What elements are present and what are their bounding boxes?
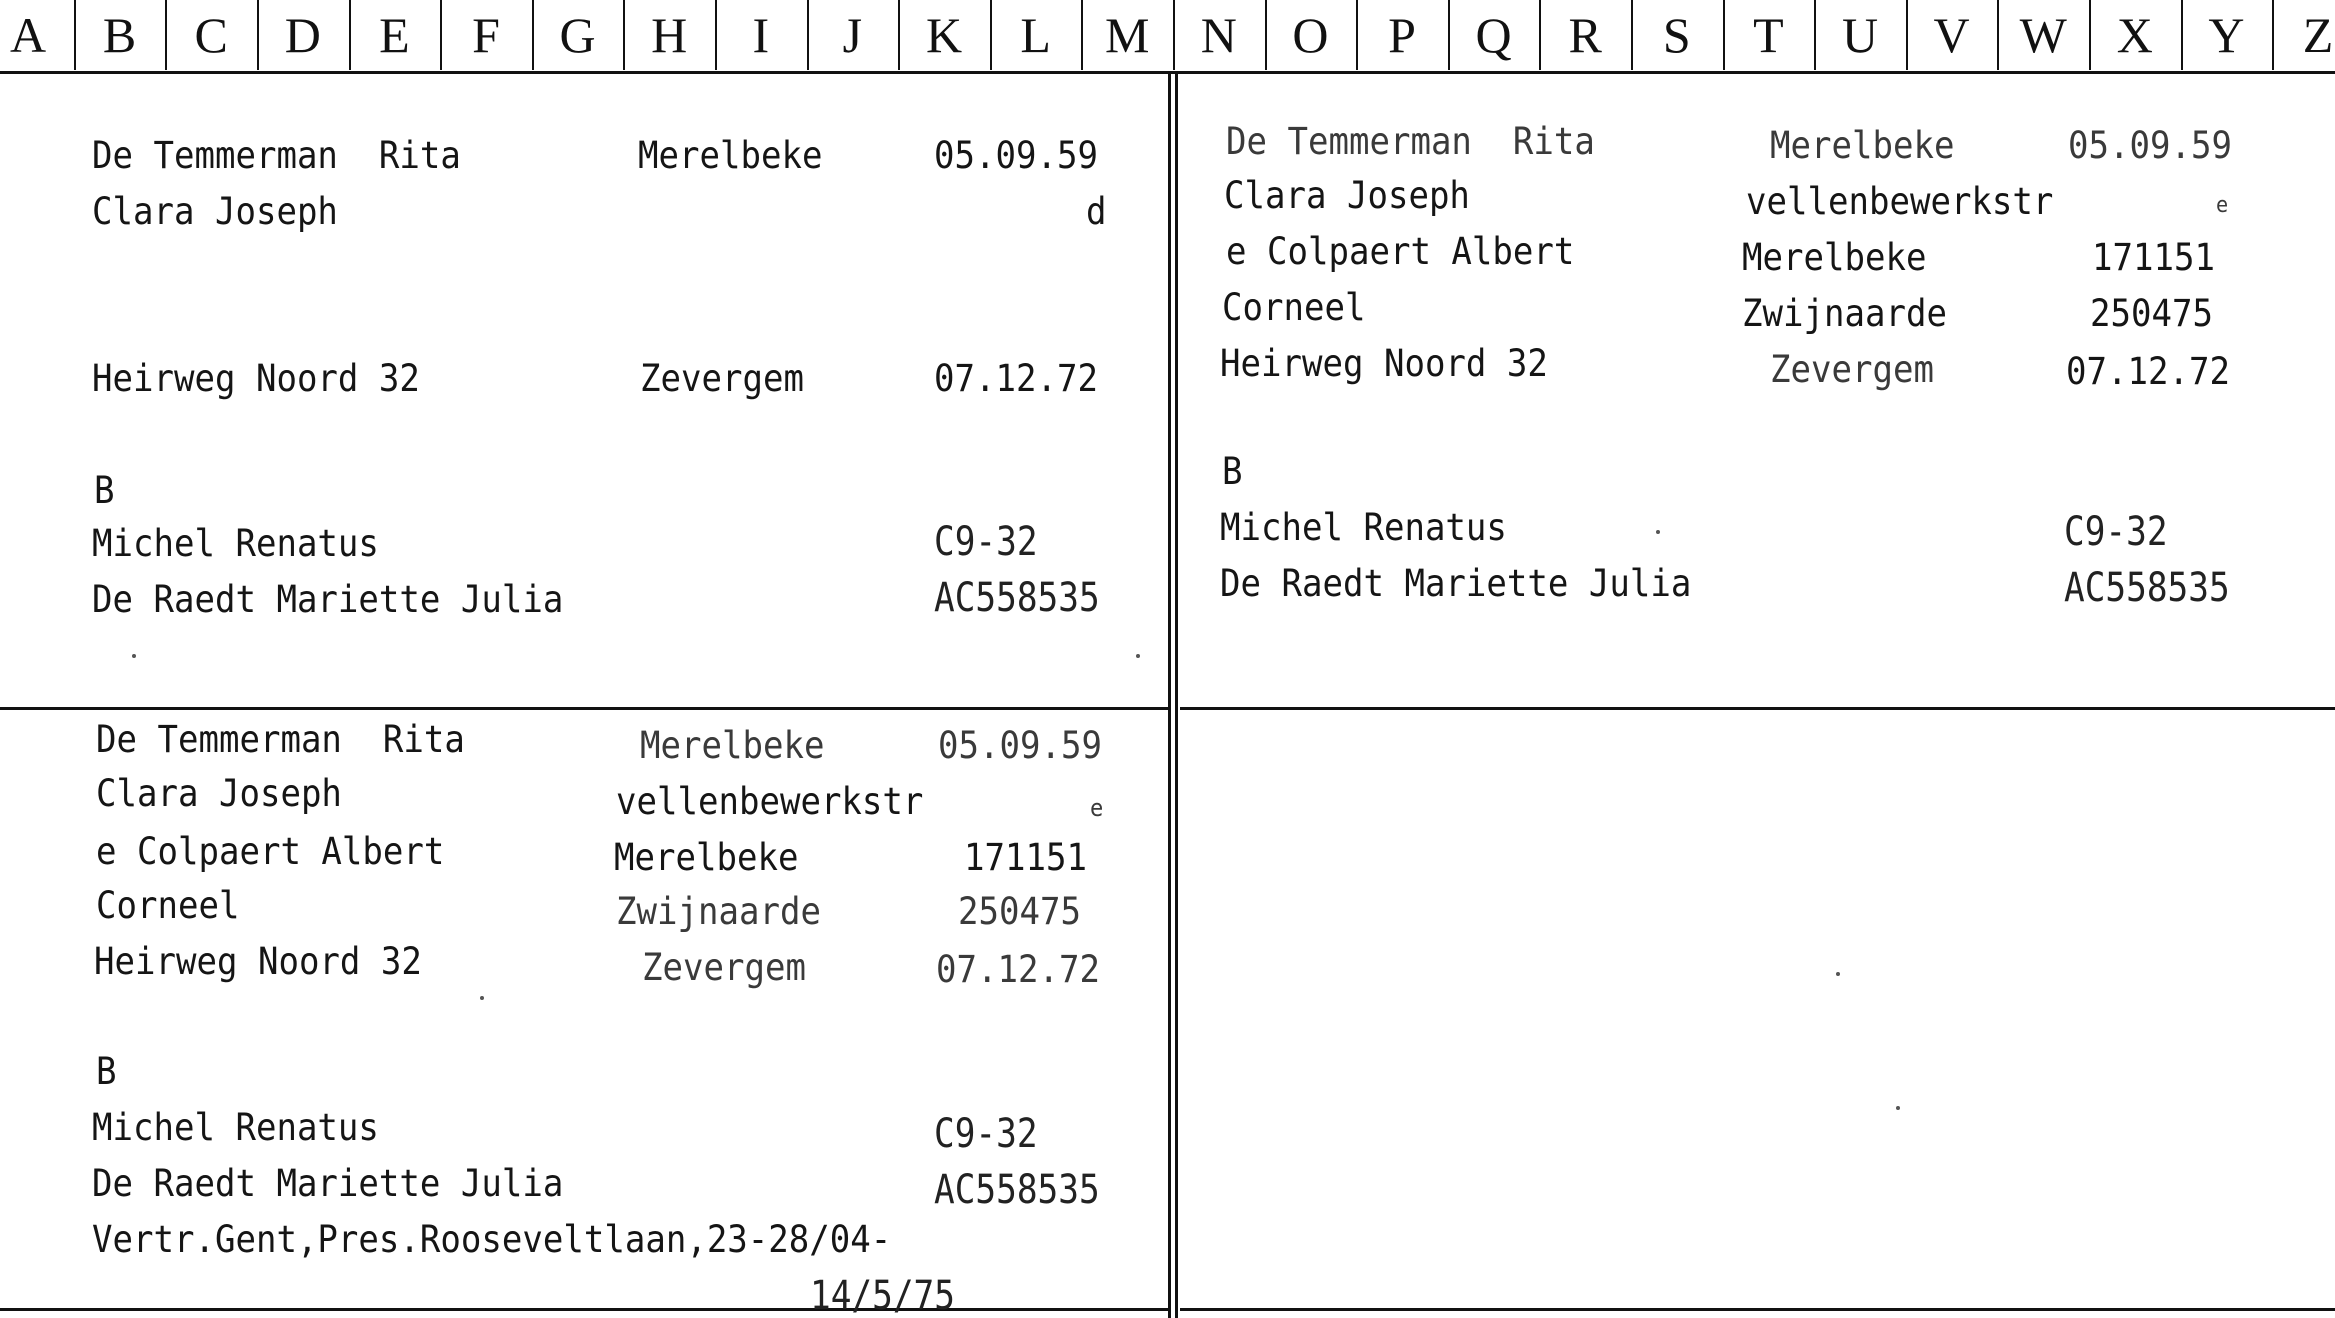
ruler-letter-q: Q <box>1475 7 1512 63</box>
ruler-letter-u: U <box>1841 7 1879 63</box>
ruler-separator <box>74 0 76 70</box>
card1-first-names: Clara Joseph <box>92 190 338 233</box>
card3-place3: Zwijnaarde <box>616 890 821 933</box>
card3-num2: 250475 <box>958 890 1081 933</box>
ruler-separator <box>440 0 442 70</box>
card3-spouse2: Corneel <box>96 884 240 927</box>
ruler-separator <box>532 0 534 70</box>
ruler-separator <box>1997 0 1999 70</box>
scan-speck <box>1656 530 1660 534</box>
horizontal-divider-bottom-right <box>1180 1308 2335 1311</box>
horizontal-divider-middle <box>0 707 1168 710</box>
card2-person2: De Raedt Mariette Julia <box>1220 562 1692 605</box>
card3-code1: C9-32 <box>934 1111 1038 1157</box>
card3-date: 07.12.72 <box>936 948 1100 991</box>
card1-address: Heirweg Noord 32 <box>92 357 420 400</box>
scan-speck <box>1896 1106 1900 1110</box>
scan-speck <box>1136 654 1140 658</box>
ruler-letter-f: F <box>472 7 500 63</box>
ruler-separator <box>1265 0 1267 70</box>
ruler-separator <box>349 0 351 70</box>
card2-birth-date: 05.09.59 <box>2068 124 2232 167</box>
card3-first-names: Clara Joseph <box>96 772 342 815</box>
card1-town: Zevergem <box>640 357 804 400</box>
card2-place3: Zwijnaarde <box>1742 292 1947 335</box>
card3-place2: Merelbeke <box>614 836 799 879</box>
ruler-separator <box>1814 0 1816 70</box>
card3-num1: 171151 <box>964 836 1087 879</box>
card3-birth-date: 05.09.59 <box>938 724 1102 767</box>
card3-person1: Michel Renatus <box>92 1106 379 1149</box>
ruler-separator <box>2181 0 2183 70</box>
card3-person2: De Raedt Mariette Julia <box>92 1162 564 1205</box>
ruler-separator <box>1356 0 1358 70</box>
card2-code1: C9-32 <box>2064 509 2168 555</box>
ruler-separator <box>1539 0 1541 70</box>
card1-code1: C9-32 <box>934 519 1038 565</box>
card3-note: Vertr.Gent,Pres.Rooseveltlaan,23-28/04- <box>92 1218 892 1261</box>
ruler-letter-g: G <box>559 7 596 63</box>
ruler-letter-c: C <box>194 7 228 63</box>
ruler-letter-h: H <box>651 7 688 63</box>
ruler-letter-o: O <box>1292 7 1329 63</box>
card3-section: B <box>96 1050 117 1093</box>
card3-note-date: 14/5/75 <box>810 1273 955 1318</box>
ruler-letter-s: S <box>1662 7 1691 63</box>
card2-section: B <box>1222 450 1243 493</box>
card1-person2: De Raedt Mariette Julia <box>92 578 564 621</box>
ruler-separator <box>1448 0 1450 70</box>
card2-first-names: Clara Joseph <box>1224 174 1470 217</box>
card1-mark: d <box>1086 190 1107 233</box>
ruler-separator <box>1173 0 1175 70</box>
card3-place: Merelbeke <box>640 724 825 767</box>
ruler-letter-w: W <box>2019 7 2067 63</box>
scan-speck <box>480 996 484 1000</box>
ruler-separator <box>1081 0 1083 70</box>
ruler-separator <box>2272 0 2274 70</box>
ruler-separator <box>165 0 167 70</box>
card2-num2: 250475 <box>2090 292 2213 335</box>
ruler-separator <box>898 0 900 70</box>
ruler-separator <box>1631 0 1633 70</box>
ruler-letter-z: Z <box>2302 7 2334 63</box>
card2-code2: AC558535 <box>2064 565 2230 611</box>
card2-work: vellenbewerkstr <box>1746 180 2054 223</box>
scan-speck <box>132 654 136 658</box>
card2-place2: Merelbeke <box>1742 236 1927 279</box>
ruler-separator <box>257 0 259 70</box>
ruler-letter-m: M <box>1104 7 1150 63</box>
vertical-divider-right <box>1175 74 1178 1318</box>
card2-name-line: De Temmerman Rita <box>1226 120 1595 163</box>
alphabet-ruler <box>0 0 2335 74</box>
card3-town: Zevergem <box>642 946 806 989</box>
card1-name-line: De Temmerman Rita <box>92 134 461 177</box>
card1-place: Merelbeke <box>638 134 823 177</box>
ruler-letter-v: V <box>1933 7 1970 63</box>
card3-work-mark: e <box>1090 794 1104 822</box>
card3-address: Heirweg Noord 32 <box>94 940 422 983</box>
ruler-separator <box>990 0 992 70</box>
ruler-letter-a: A <box>9 7 47 63</box>
ruler-separator <box>1723 0 1725 70</box>
card2-date: 07.12.72 <box>2066 350 2230 393</box>
ruler-letter-x: X <box>2116 7 2153 63</box>
ruler-letter-l: L <box>1020 7 1051 63</box>
ruler-letter-j: J <box>842 7 863 63</box>
card1-code2: AC558535 <box>934 575 1100 621</box>
horizontal-divider-middle-right <box>1180 707 2335 710</box>
ruler-separator <box>1906 0 1908 70</box>
card1-person1: Michel Renatus <box>92 522 379 565</box>
card3-work: vellenbewerkstr <box>616 780 924 823</box>
ruler-letter-t: T <box>1753 7 1784 63</box>
card2-spouse: e Colpaert Albert <box>1226 230 1575 273</box>
card2-work-mark: e <box>2216 193 2229 218</box>
card2-num1: 171151 <box>2092 236 2215 279</box>
card2-spouse2: Corneel <box>1222 286 1366 329</box>
ruler-letter-d: D <box>284 7 321 63</box>
ruler-letter-i: I <box>752 7 770 63</box>
card3-code2: AC558535 <box>934 1167 1100 1213</box>
ruler-letter-e: E <box>379 7 410 63</box>
card3-spouse: e Colpaert Albert <box>96 830 445 873</box>
card2-person1: Michel Renatus <box>1220 506 1507 549</box>
ruler-letter-b: B <box>102 7 137 63</box>
ruler-letter-n: N <box>1200 7 1237 63</box>
ruler-separator <box>2089 0 2091 70</box>
ruler-letter-k: K <box>925 7 963 63</box>
card3-name-line: De Temmerman Rita <box>96 718 465 761</box>
ruler-separator <box>807 0 809 70</box>
ruler-letter-p: P <box>1388 7 1416 63</box>
scan-speck <box>1836 972 1840 976</box>
ruler-separator <box>623 0 625 70</box>
vertical-divider <box>1168 74 1171 1318</box>
card2-address: Heirweg Noord 32 <box>1220 342 1548 385</box>
ruler-separator <box>715 0 717 70</box>
card1-date: 07.12.72 <box>934 357 1098 400</box>
ruler-letter-r: R <box>1568 7 1602 63</box>
card2-place: Merelbeke <box>1770 124 1955 167</box>
ruler-letter-y: Y <box>2208 7 2245 63</box>
card2-town: Zevergem <box>1770 348 1934 391</box>
horizontal-divider-bottom <box>0 1308 1168 1311</box>
card1-birth-date: 05.09.59 <box>934 134 1098 177</box>
card1-section: B <box>94 469 115 512</box>
